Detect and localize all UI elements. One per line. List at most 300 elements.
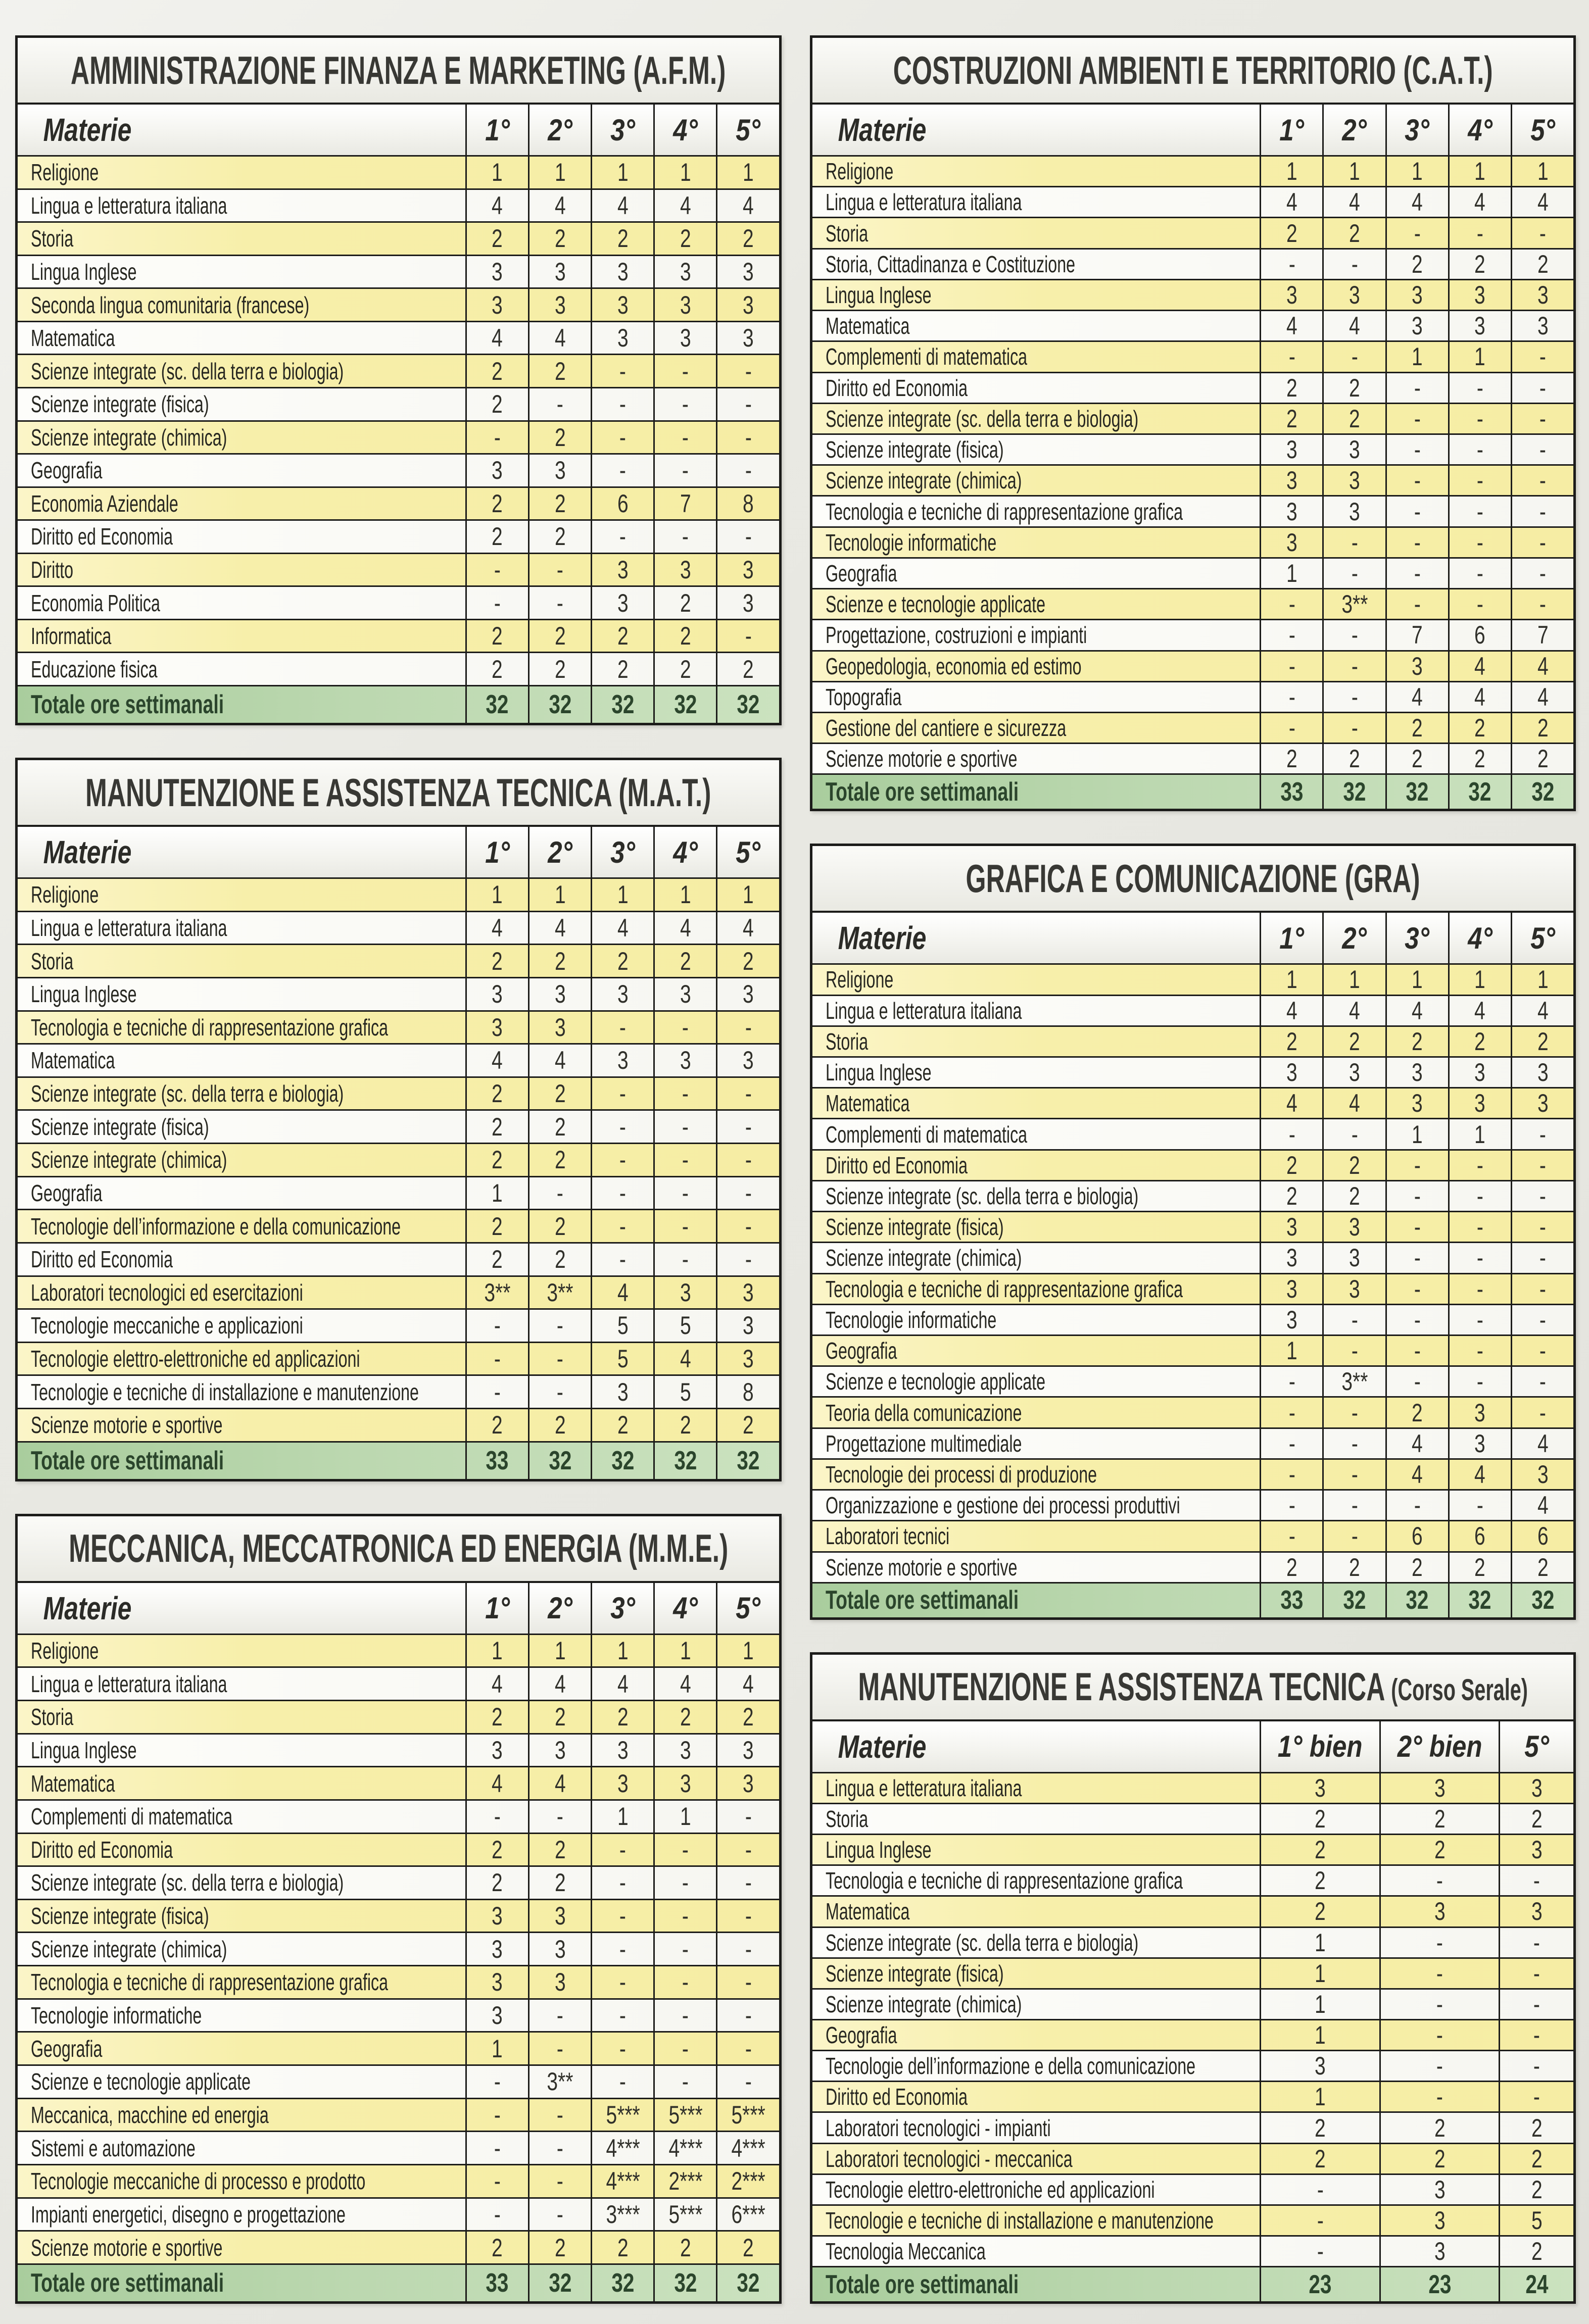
subject-cell: Lingua e letteratura italiana xyxy=(812,187,1262,217)
hours-cell: 3 xyxy=(1537,1058,1549,1087)
hours-cell: 2 xyxy=(743,1703,754,1732)
hours-cell: 2 xyxy=(592,1701,655,1733)
hours-cell: 6 xyxy=(1450,1521,1512,1551)
hours-cell: 1 xyxy=(655,157,717,188)
hours-cell: 1 xyxy=(655,879,717,911)
hours-cell: - xyxy=(592,1933,655,1965)
hours-cell: - xyxy=(655,521,717,553)
hours-cell: 2 xyxy=(529,653,592,685)
subject-cell: Topografia xyxy=(812,682,1262,712)
grade-column-header: 5° xyxy=(1530,921,1555,955)
hours-cell: 1 xyxy=(467,1177,529,1209)
hours-cell: 3 xyxy=(1324,1212,1386,1242)
hours-cell: - xyxy=(1324,1521,1386,1551)
hours-cell: - xyxy=(1387,373,1450,403)
hours-cell: 4 xyxy=(1387,996,1450,1025)
hours-cell: 3 xyxy=(743,1769,754,1798)
hours-cell: - xyxy=(1450,404,1512,433)
hours-cell: 4 xyxy=(1450,652,1512,681)
hours-cell: - xyxy=(745,1902,752,1931)
table-row xyxy=(812,1897,1574,1927)
course-table-mat-serale xyxy=(810,1652,1576,2304)
course-title-afm xyxy=(18,38,779,105)
hours-cell: 1 xyxy=(1261,1928,1380,1957)
total-hours-cell: 32 xyxy=(592,1443,655,1479)
hours-cell: 3 xyxy=(467,1900,529,1932)
hours-cell: - xyxy=(1387,1151,1450,1180)
table-row xyxy=(812,435,1574,466)
hours-cell: - xyxy=(655,2033,717,2064)
hours-cell: 4 xyxy=(529,1767,592,1799)
hours-cell: 3 xyxy=(592,322,655,354)
hours-cell: - xyxy=(592,2066,655,2098)
hours-cell: 4 xyxy=(1450,996,1512,1025)
hours-cell: 3 xyxy=(1381,2237,1500,2266)
hours-cell: 3 xyxy=(743,1046,754,1075)
hours-cell: - xyxy=(655,422,717,454)
hours-cell: - xyxy=(467,422,529,454)
hours-cell: - xyxy=(1387,1243,1450,1272)
hours-cell: 4 xyxy=(1537,1429,1549,1458)
table-row xyxy=(18,2000,779,2033)
hours-cell: 2 xyxy=(1537,1027,1549,1056)
hours-cell: - xyxy=(1324,1398,1386,1427)
hours-cell: - xyxy=(745,1212,752,1241)
subject-cell: Religione xyxy=(812,965,1262,994)
hours-cell: 2 xyxy=(1324,1181,1386,1211)
hours-cell: 3 xyxy=(529,1933,592,1965)
hours-cell: - xyxy=(1261,250,1324,279)
hours-cell: - xyxy=(592,521,655,553)
hours-cell: 3 xyxy=(467,978,529,1010)
hours-cell: 4 xyxy=(592,190,655,222)
course-title-text: MANUTENZIONE E ASSISTENZA TECNICA xyxy=(857,1664,1385,1709)
table-row xyxy=(18,879,779,912)
hours-cell: 2 xyxy=(1387,1027,1450,1056)
course-title-suffix: (Corso Serale) xyxy=(1390,1673,1528,1707)
table-row xyxy=(812,1367,1574,1398)
subject-cell: Lingua Inglese xyxy=(18,978,467,1010)
table-row xyxy=(18,521,779,554)
table-row xyxy=(18,1635,779,1668)
hours-cell: 1 xyxy=(1324,965,1386,994)
table-row xyxy=(812,218,1574,249)
hours-cell: - xyxy=(1387,1305,1450,1334)
hours-cell: 3 xyxy=(1324,497,1386,526)
grade-column-header: 5° xyxy=(1524,1729,1550,1764)
hours-cell: 1 xyxy=(1387,157,1450,186)
materie-column-header: Materie xyxy=(812,1721,1262,1772)
hours-cell: 2 xyxy=(1324,1027,1386,1056)
table-row xyxy=(18,1767,779,1801)
subject-cell: Meccanica, macchine ed energia xyxy=(18,2099,467,2131)
grade-column-header: 1° xyxy=(467,827,529,877)
total-row xyxy=(18,686,779,723)
hours-cell: 3 xyxy=(467,1735,529,1766)
course-title-mme xyxy=(18,1516,779,1583)
hours-cell: - xyxy=(592,1144,655,1176)
table-row xyxy=(812,1058,1574,1089)
hours-cell: 6 xyxy=(1537,1522,1549,1551)
table-row xyxy=(18,1144,779,1177)
course-title-mat xyxy=(18,760,779,827)
hours-cell: - xyxy=(1324,1119,1386,1149)
table-row xyxy=(18,2033,779,2066)
subject-cell: Scienze integrate (chimica) xyxy=(18,1933,467,1965)
hours-cell: - xyxy=(529,1801,592,1833)
course-grid xyxy=(18,827,779,1479)
hours-cell: 3 xyxy=(1450,1089,1512,1118)
hours-cell: - xyxy=(1539,1182,1546,1211)
total-hours-cell: 32 xyxy=(1531,777,1555,807)
table-row xyxy=(812,466,1574,497)
hours-cell: 2 xyxy=(467,2232,529,2263)
subject-cell: Tecnologia Meccanica xyxy=(812,2237,1262,2266)
hours-cell: 1 xyxy=(529,879,592,911)
table-row xyxy=(812,1928,1574,1959)
hours-cell: 3 xyxy=(1261,1212,1324,1242)
hours-cell: 4 xyxy=(1324,1089,1386,1118)
subject-cell: Sistemi e automazione xyxy=(18,2132,467,2164)
hours-cell: 7 xyxy=(1537,621,1549,650)
table-row xyxy=(18,223,779,256)
total-hours-cell: 32 xyxy=(529,1443,592,1479)
hours-cell: - xyxy=(529,2099,592,2131)
table-row xyxy=(18,1012,779,1045)
course-title-mat-serale xyxy=(812,1655,1574,1721)
subject-cell: Tecnologie e tecniche di installazione e manutenzione xyxy=(812,2206,1262,2235)
hours-cell: 2 xyxy=(529,422,592,454)
hours-cell: - xyxy=(1450,218,1512,248)
hours-cell: 3 xyxy=(1261,1243,1324,1272)
hours-cell: 4 xyxy=(1261,187,1324,217)
hours-cell: 4 xyxy=(1387,1460,1450,1489)
column-header-row xyxy=(812,105,1574,157)
hours-cell: - xyxy=(1539,1151,1546,1179)
grade-column-header: 5° xyxy=(1530,113,1555,147)
hours-cell: 1 xyxy=(1450,965,1512,994)
hours-cell: - xyxy=(745,1112,752,1141)
hours-cell: - xyxy=(1387,528,1450,557)
hours-cell: 3 xyxy=(1261,528,1324,557)
table-row xyxy=(18,2199,779,2232)
table-row xyxy=(812,965,1574,996)
hours-cell: 2 xyxy=(655,223,717,255)
total-hours-cell: 33 xyxy=(1261,775,1324,809)
subject-cell: Tecnologie elettro-elettroniche ed applicazioni xyxy=(812,2175,1262,2204)
hours-cell: 3 xyxy=(467,1012,529,1044)
subject-cell: Scienze motorie e sportive xyxy=(18,2232,467,2263)
hours-cell: - xyxy=(655,1900,717,1932)
grade-column-header: 1° xyxy=(467,105,529,155)
subject-cell: Economia Aziendale xyxy=(18,488,467,520)
grade-column-header: 3° xyxy=(1387,913,1450,963)
table-row xyxy=(812,2206,1574,2237)
subject-cell: Scienze motorie e sportive xyxy=(812,1553,1262,1582)
hours-cell: 3 xyxy=(529,1900,592,1932)
table-row xyxy=(18,554,779,587)
hours-cell: - xyxy=(1539,219,1546,248)
hours-cell: 1 xyxy=(1324,157,1386,186)
hours-cell: 3** xyxy=(529,1277,592,1309)
hours-cell: 2 xyxy=(1261,744,1324,773)
hours-cell: 1 xyxy=(655,1801,717,1833)
hours-cell: 4 xyxy=(467,190,529,222)
hours-cell: - xyxy=(467,1801,529,1833)
subject-cell: Scienze integrate (sc. della terra e biologia) xyxy=(812,1181,1262,1211)
total-hours-cell: 32 xyxy=(592,686,655,723)
subject-cell: Scienze integrate (sc. della terra e biologia) xyxy=(18,1078,467,1110)
hours-cell: - xyxy=(529,1343,592,1375)
subject-cell: Economia Politica xyxy=(18,587,467,619)
subject-cell: Scienze e tecnologie applicate xyxy=(18,2066,467,2098)
hours-cell: 2 xyxy=(655,945,717,977)
hours-cell: 2 xyxy=(1537,745,1549,773)
hours-cell: 2 xyxy=(1261,2113,1380,2142)
hours-cell: - xyxy=(1261,2237,1380,2266)
subject-cell: Lingua Inglese xyxy=(812,1058,1262,1087)
hours-cell: 4 xyxy=(655,1343,717,1375)
total-label-cell: Totale ore settimanali xyxy=(812,1584,1262,1617)
hours-cell: 3 xyxy=(1381,1897,1500,1926)
hours-cell: 2 xyxy=(529,1409,592,1441)
hours-cell: 2 xyxy=(467,521,529,553)
subject-cell: Scienze integrate (sc. della terra e biologia) xyxy=(812,1928,1262,1957)
hours-cell: 3 xyxy=(1261,1773,1380,1803)
hours-cell: 2 xyxy=(1324,218,1386,248)
hours-cell: 1 xyxy=(467,157,529,188)
table-row xyxy=(812,620,1574,651)
hours-cell: - xyxy=(592,1867,655,1899)
subject-cell: Scienze integrate (chimica) xyxy=(812,1243,1262,1272)
total-hours-cell: 23 xyxy=(1261,2267,1380,2301)
hours-cell: - xyxy=(1450,1274,1512,1304)
table-row xyxy=(812,2113,1574,2144)
hours-cell: 2 xyxy=(1531,2113,1543,2142)
hours-cell: - xyxy=(529,2000,592,2032)
hours-cell: 3 xyxy=(1537,312,1549,340)
total-hours-cell: 23 xyxy=(1381,2267,1500,2301)
table-row xyxy=(812,1866,1574,1897)
hours-cell: 2 xyxy=(467,355,529,387)
subject-cell: Storia xyxy=(18,945,467,977)
hours-cell: 3** xyxy=(467,1277,529,1309)
hours-cell: - xyxy=(467,2132,529,2164)
hours-cell: 1 xyxy=(1261,965,1324,994)
hours-cell: - xyxy=(655,1966,717,1998)
total-hours-cell: 32 xyxy=(529,2265,592,2301)
column-header-row xyxy=(18,827,779,879)
hours-cell: 2 xyxy=(1531,2175,1543,2204)
hours-cell: - xyxy=(1450,373,1512,403)
hours-cell: 3 xyxy=(1387,1089,1450,1118)
subject-cell: Religione xyxy=(812,157,1262,186)
table-row xyxy=(812,682,1574,713)
hours-cell: 1 xyxy=(743,880,754,909)
hours-cell: - xyxy=(1261,1398,1324,1427)
table-row xyxy=(812,559,1574,589)
hours-cell: - xyxy=(655,1078,717,1110)
hours-cell: 2 xyxy=(592,945,655,977)
hours-cell: - xyxy=(529,1177,592,1209)
hours-cell: 5 xyxy=(655,1376,717,1408)
table-row xyxy=(18,355,779,388)
hours-cell: - xyxy=(592,1900,655,1932)
hours-cell: 3 xyxy=(1531,1897,1543,1926)
total-label-cell: Totale ore settimanali xyxy=(18,2265,467,2301)
hours-cell: 2 xyxy=(529,223,592,255)
hours-cell: 1 xyxy=(592,1801,655,1833)
subject-cell: Tecnologia e tecniche di rappresentazione grafica xyxy=(18,1012,467,1044)
table-row xyxy=(18,422,779,455)
table-row xyxy=(18,1177,779,1211)
table-row xyxy=(18,2232,779,2265)
subject-rows xyxy=(18,157,779,686)
hours-cell: - xyxy=(1261,1119,1324,1149)
hours-cell: 5*** xyxy=(731,2101,765,2130)
subject-cell: Impianti energetici, disegno e progettazione xyxy=(18,2199,467,2231)
subject-cell: Tecnologie dell’informazione e della comunicazione xyxy=(812,2051,1262,2081)
subject-cell: Storia xyxy=(18,1701,467,1733)
total-hours-cell: 32 xyxy=(655,2265,717,2301)
total-row xyxy=(18,2265,779,2301)
hours-cell: 7 xyxy=(655,488,717,520)
hours-cell: 2 xyxy=(467,1111,529,1143)
table-row xyxy=(812,1336,1574,1367)
hours-cell: - xyxy=(592,1966,655,1998)
hours-cell: - xyxy=(655,1244,717,1275)
hours-cell: 2 xyxy=(467,1144,529,1176)
hours-cell: 7 xyxy=(1387,620,1450,650)
materie-column-header: Materie xyxy=(18,105,467,155)
hours-cell: - xyxy=(1533,1959,1540,1988)
subject-cell: Matematica xyxy=(18,322,467,354)
grade-column-header: 3° xyxy=(1387,105,1450,155)
hours-cell: 1 xyxy=(1387,1119,1450,1149)
hours-cell: - xyxy=(1387,404,1450,433)
table-row xyxy=(812,497,1574,527)
hours-cell: 3 xyxy=(1261,466,1324,495)
hours-cell: - xyxy=(655,1933,717,1965)
hours-cell: - xyxy=(1387,435,1450,464)
hours-cell: 2 xyxy=(529,1701,592,1733)
table-row xyxy=(18,2066,779,2099)
hours-cell: - xyxy=(1324,1460,1386,1489)
column-header-row xyxy=(812,1721,1574,1773)
subject-cell: Geografia xyxy=(18,455,467,486)
course-title-text: AMMINISTRAZIONE FINANZA E MARKETING (A.F.M.) xyxy=(71,47,726,92)
hours-cell: - xyxy=(1450,466,1512,495)
hours-cell: - xyxy=(529,2033,592,2064)
hours-cell: 2 xyxy=(1450,1027,1512,1056)
grade-column-header: 4° xyxy=(1450,105,1512,155)
total-hours-cell: 32 xyxy=(592,2265,655,2301)
course-table-gra xyxy=(810,844,1576,1619)
hours-cell: 2*** xyxy=(731,2167,765,2196)
subject-cell: Geografia xyxy=(812,2020,1262,2050)
total-row xyxy=(18,1443,779,1479)
table-row xyxy=(18,1701,779,1735)
hours-cell: 2 xyxy=(467,388,529,420)
hours-cell: 2 xyxy=(1537,250,1549,278)
course-title-cat xyxy=(812,38,1574,105)
right-column xyxy=(810,35,1576,2304)
hours-cell: - xyxy=(1450,1336,1512,1365)
hours-cell: 3 xyxy=(655,322,717,354)
hours-cell: 4 xyxy=(529,1668,592,1700)
hours-cell: 3 xyxy=(529,1012,592,1044)
hours-cell: - xyxy=(1450,1212,1512,1242)
table-row xyxy=(812,342,1574,373)
grade-column-header: 1° xyxy=(467,1583,529,1634)
hours-cell: 2 xyxy=(655,653,717,685)
subject-cell: Tecnologia e tecniche di rappresentazione grafica xyxy=(812,1866,1262,1895)
course-table-mat xyxy=(15,758,782,1481)
subject-cell: Lingua Inglese xyxy=(812,280,1262,310)
table-row xyxy=(812,1773,1574,1804)
hours-cell: - xyxy=(1324,1336,1386,1365)
hours-cell: 2 xyxy=(1324,1151,1386,1180)
subject-cell: Scienze integrate (fisica) xyxy=(812,1212,1262,1242)
hours-cell: 1 xyxy=(467,1635,529,1667)
table-row xyxy=(18,1409,779,1443)
hours-cell: 4 xyxy=(655,190,717,222)
hours-cell: 3 xyxy=(1450,1058,1512,1087)
hours-cell: 2 xyxy=(1450,713,1512,743)
hours-cell: 6*** xyxy=(731,2200,765,2229)
subject-cell: Lingua e letteratura italiana xyxy=(18,190,467,222)
table-row xyxy=(812,187,1574,218)
hours-cell: 3 xyxy=(1537,280,1549,309)
table-row xyxy=(18,1277,779,1310)
hours-cell: - xyxy=(529,1310,592,1342)
hours-cell: 1 xyxy=(1450,1119,1512,1149)
subject-cell: Scienze e tecnologie applicate xyxy=(812,1367,1262,1396)
hours-cell: - xyxy=(1539,590,1546,619)
hours-cell: 2 xyxy=(743,2233,754,2262)
table-row xyxy=(812,1151,1574,1181)
hours-cell: 3 xyxy=(592,1376,655,1408)
hours-cell: 3 xyxy=(743,980,754,1009)
hours-cell: - xyxy=(1450,1151,1512,1180)
total-label-cell: Totale ore settimanali xyxy=(812,2267,1262,2301)
grade-column-header: 4° xyxy=(655,105,717,155)
hours-cell: - xyxy=(1533,2052,1540,2081)
total-label-cell: Totale ore settimanali xyxy=(812,775,1262,809)
hours-cell: 3 xyxy=(592,978,655,1010)
subject-cell: Tecnologie dell’informazione e della comunicazione xyxy=(18,1210,467,1242)
hours-cell: 6 xyxy=(592,488,655,520)
hours-cell: 4*** xyxy=(731,2134,765,2162)
subject-cell: Diritto ed Economia xyxy=(18,1834,467,1866)
subject-cell: Diritto ed Economia xyxy=(812,1151,1262,1180)
hours-cell: - xyxy=(1381,2051,1500,2081)
table-row xyxy=(18,190,779,223)
hours-cell: 2 xyxy=(1387,744,1450,773)
table-row xyxy=(18,1966,779,2000)
subject-cell: Scienze integrate (chimica) xyxy=(812,1990,1262,2019)
hours-cell: 4 xyxy=(1537,652,1549,680)
hours-cell: - xyxy=(1387,497,1450,526)
hours-cell: - xyxy=(1261,1491,1324,1520)
subject-cell: Laboratori tecnologici - meccanica xyxy=(812,2144,1262,2173)
course-title-text: GRAFICA E COMUNICAZIONE (GRA) xyxy=(966,856,1420,901)
table-row xyxy=(18,1834,779,1867)
course-grid xyxy=(812,105,1574,809)
hours-cell: - xyxy=(1539,1213,1546,1242)
grade-column-header: 1° bien xyxy=(1261,1721,1380,1772)
subject-cell: Tecnologie elettro-elettroniche ed applicazioni xyxy=(18,1343,467,1375)
